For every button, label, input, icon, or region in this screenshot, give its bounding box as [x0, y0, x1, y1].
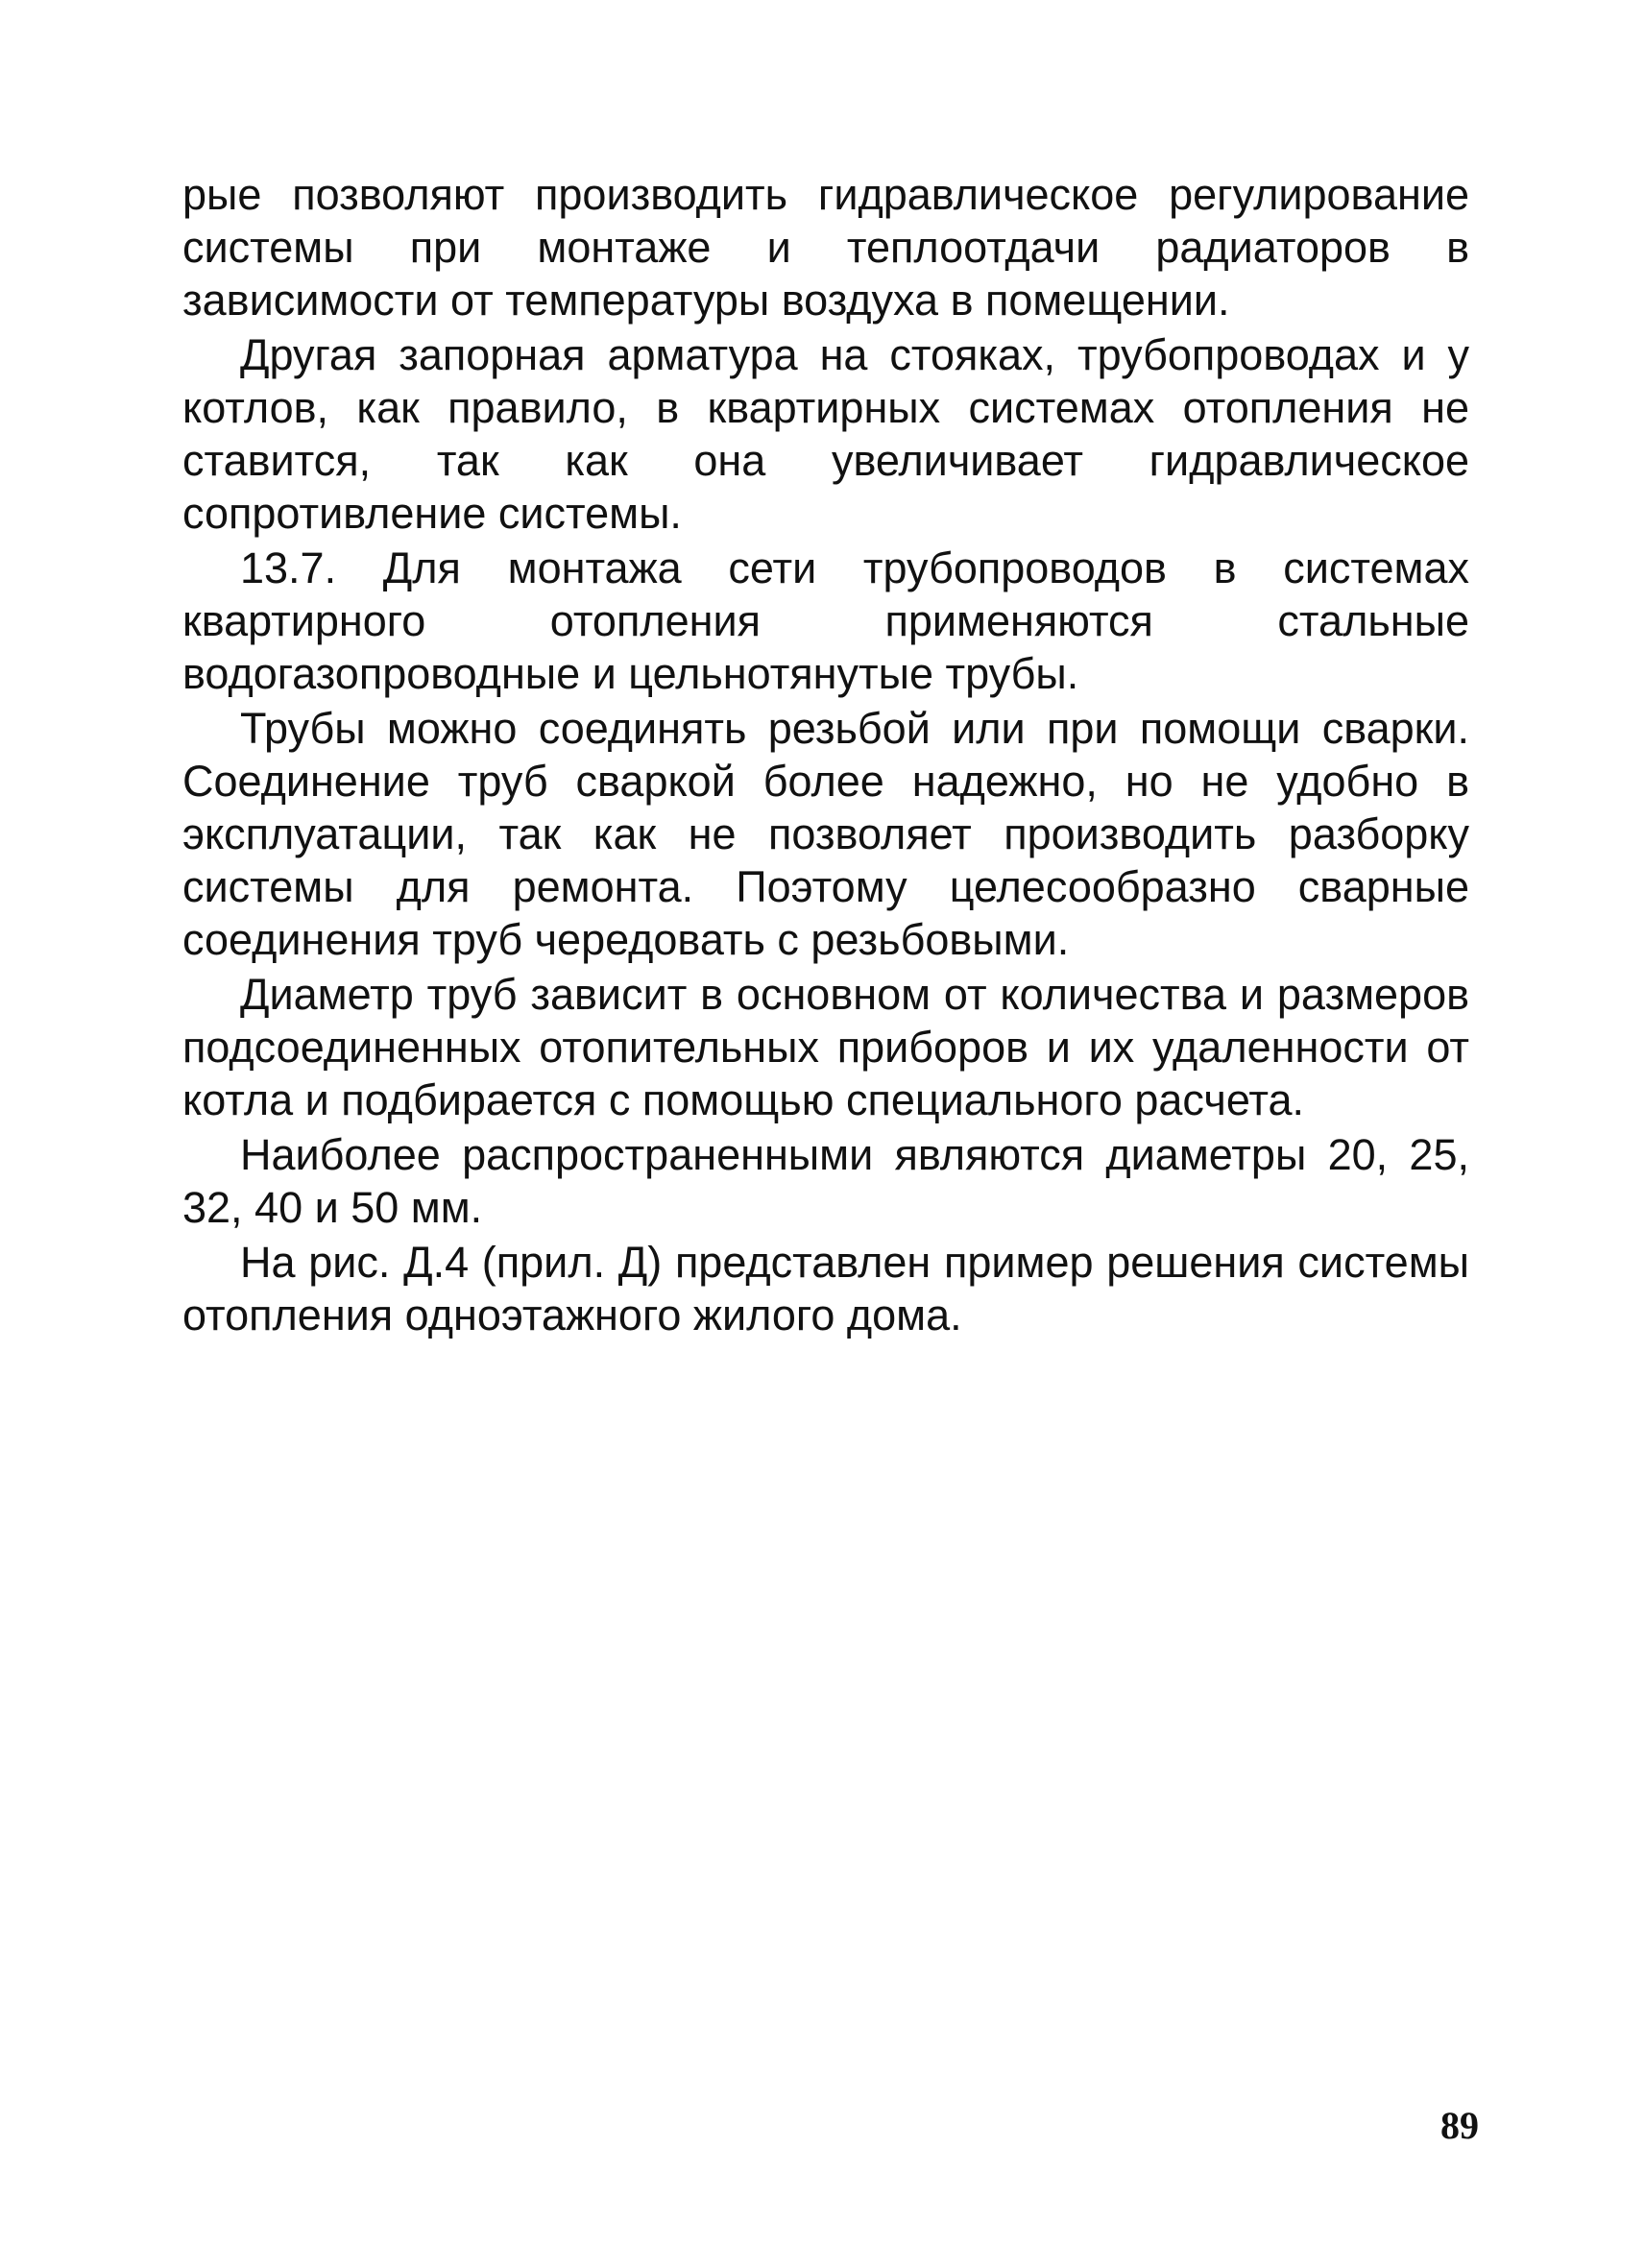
- paragraph-pipe-diameter: Диаметр труб зависит в основном от количества и размеров подсоединенных отопительных приборов и их удаленности от котла и подбирается с помощью специального расчета.: [182, 970, 1469, 1124]
- paragraph-figure-reference: На рис. Д.4 (прил. Д) представлен пример решения системы отопления одноэтажного жилого дома.: [182, 1238, 1469, 1339]
- paragraph-pipe-joining: Трубы можно соединять резьбой или при помощи сварки. Соединение труб сваркой более надежно, но не удобно в эксплуатации, так как не позволяет производить разборку системы для ремонта. Поэтому целесообразно сварные соединения труб чередовать с резьбовыми.: [182, 704, 1469, 964]
- body-text: [182, 168, 1469, 1343]
- page-number: 89: [1440, 2104, 1479, 2147]
- paragraph-continuation: рые позволяют производить гидравлическое регулирование системы при монтаже и теплоотдачи радиаторов в зависимости от температуры воздуха в помещении.: [182, 170, 1469, 325]
- paragraph-section-13-7: 13.7. Для монтажа сети трубопроводов в системах квартирного отопления применяются стальные водогазопроводные и цельнотянутые трубы.: [182, 543, 1469, 698]
- paragraph-shutoff-valves: Другая запорная арматура на стояках, трубопроводах и у котлов, как правило, в квартирных системах отопления не ставится, так как она увеличивает гидравлическое сопротивление системы.: [182, 330, 1469, 538]
- paragraph-common-diameters: Наиболее распространенными являются диаметры 20, 25, 32, 40 и 50 мм.: [182, 1130, 1469, 1232]
